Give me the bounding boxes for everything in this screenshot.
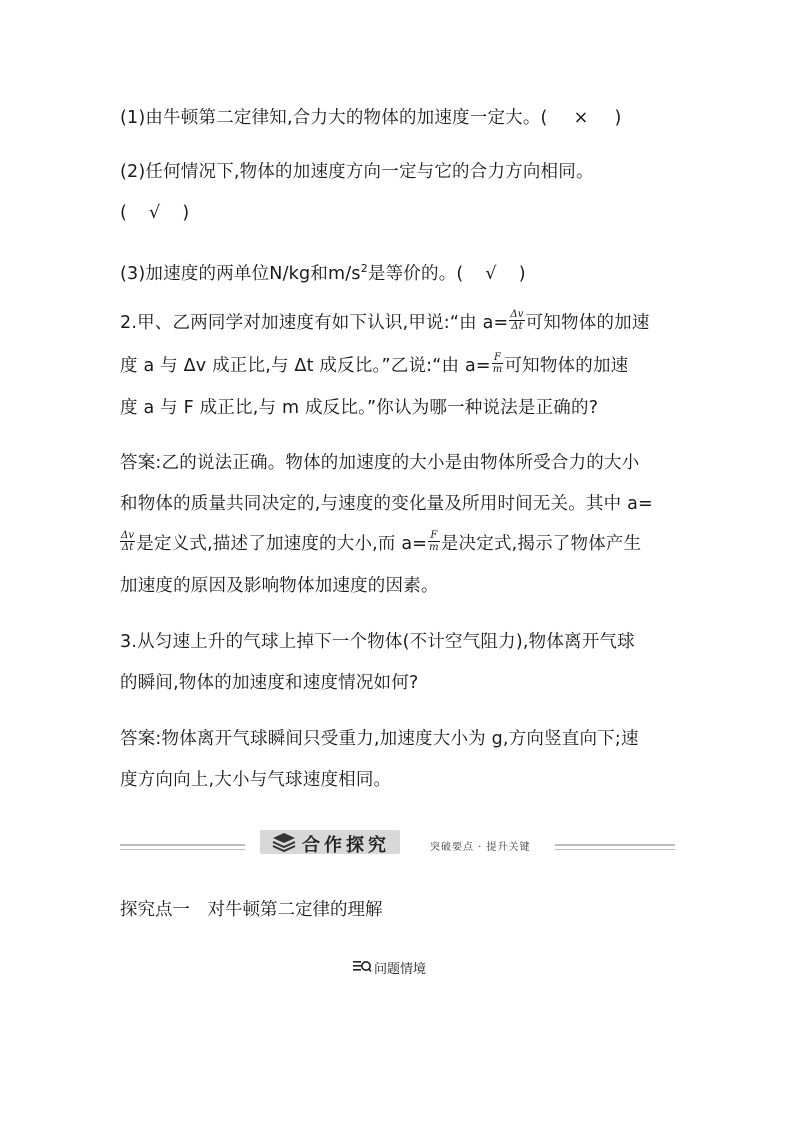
answer-3-line-1 <box>120 727 639 751</box>
fraction-numerator: F <box>428 530 440 542</box>
question-1 <box>120 106 621 130</box>
answer-2-text: 是定义式,描述了加速度的大小,而 a= <box>136 534 428 554</box>
problem-2-text: 度 a 与 F 成正比,与 m 成反比。”你认为哪一种说法是正确的? <box>120 398 599 418</box>
banner-rule-right-thin <box>555 849 675 850</box>
problem-scenario-label <box>352 958 426 977</box>
problem-2-line-1 <box>120 308 650 335</box>
question-1-mark: × <box>573 108 589 128</box>
question-3-text-a: (3)加速度的两单位N/kg和m/s <box>120 263 361 284</box>
question-3-close: ) <box>518 263 526 284</box>
problem-2-line-2 <box>120 351 629 378</box>
question-3-superscript: 2 <box>360 262 368 275</box>
fraction-delta-v-over-delta-t <box>509 309 524 332</box>
question-2-close: ) <box>182 203 190 223</box>
question-2-answer <box>120 201 189 225</box>
banner-rule-left <box>120 844 245 846</box>
stacked-layers-icon <box>272 832 296 858</box>
problem-scenario-text: 问题情境 <box>374 962 427 977</box>
fraction-f-over-m <box>492 352 504 375</box>
question-3-text-b: 是等价的。( <box>367 263 464 284</box>
question-2-open: ( <box>120 203 128 223</box>
answer-3-text: 答案:物体离开气球瞬间只受重力,加速度大小为 g,方向竖直向下;速 <box>120 729 639 749</box>
banner-title: 合作探究 <box>302 835 390 856</box>
section-title: 探究点一 对牛顿第二定律的理解 <box>120 900 383 920</box>
problem-2-text: 2.甲、乙两同学对加速度有如下认识,甲说:“由 a= <box>120 313 509 333</box>
answer-2-text: 和物体的质量共同决定的,与速度的变化量及所用时间无关。其中 a= <box>120 494 653 514</box>
fraction-numerator: Δv <box>121 529 135 541</box>
banner-rule-right <box>555 844 675 846</box>
fraction-f-over-m <box>428 530 440 553</box>
question-2-text: (2)任何情况下,物体的加速度方向一定与它的合力方向相同。 <box>120 162 594 182</box>
fraction-denominator: Δt <box>511 320 523 332</box>
section-banner <box>120 826 675 856</box>
answer-2-line-3 <box>120 529 642 556</box>
fraction-delta-v-over-delta-t <box>120 530 135 553</box>
answer-2-line-1 <box>120 451 639 475</box>
fraction-denominator: m <box>429 541 439 553</box>
question-3-mark: √ <box>485 263 497 284</box>
question-3 <box>120 257 526 286</box>
problem-3-line-2 <box>120 671 418 695</box>
problem-2-text: 可知物体的加速 <box>504 356 629 376</box>
fraction-denominator: Δt <box>121 541 134 553</box>
question-1-text: (1)由牛顿第二定律知,合力大的物体的加速度一定大。( <box>120 108 548 128</box>
question-2 <box>120 160 594 184</box>
answer-2-text: 加速度的原因及影响物体加速度的因素。 <box>120 576 439 596</box>
banner-tagline: 突破要点 · 提升关键 <box>430 842 531 853</box>
question-scene-icon <box>352 959 372 977</box>
question-2-mark: √ <box>149 203 161 223</box>
fraction-numerator: F <box>492 352 504 364</box>
answer-3-text: 度方向向上,大小与气球速度相同。 <box>120 770 392 790</box>
problem-2-text: 可知物体的加速 <box>525 313 650 333</box>
fraction-denominator: m <box>492 363 503 375</box>
problem-2-line-3 <box>120 396 598 420</box>
problem-3-line-1 <box>120 630 635 654</box>
problem-3-text: 3.从匀速上升的气球上掉下一个物体(不计空气阻力),物体离开气球 <box>120 632 635 652</box>
question-1-close: ) <box>614 108 622 128</box>
problem-3-text: 的瞬间,物体的加速度和速度情况如何? <box>120 673 419 693</box>
problem-2-text: 度 a 与 Δv 成正比,与 Δt 成反比。”乙说:“由 a= <box>120 356 491 376</box>
answer-2-line-2 <box>120 492 653 516</box>
answer-2-text: 答案:乙的说法正确。物体的加速度的大小是由物体所受合力的大小 <box>120 453 640 473</box>
banner-rule-left-thin <box>120 849 245 850</box>
answer-2-line-4 <box>120 574 439 598</box>
answer-3-line-2 <box>120 768 391 792</box>
fraction-numerator: Δv <box>510 308 524 320</box>
answer-2-text: 是决定式,揭示了物体产生 <box>440 534 642 554</box>
banner-badge <box>260 830 400 854</box>
